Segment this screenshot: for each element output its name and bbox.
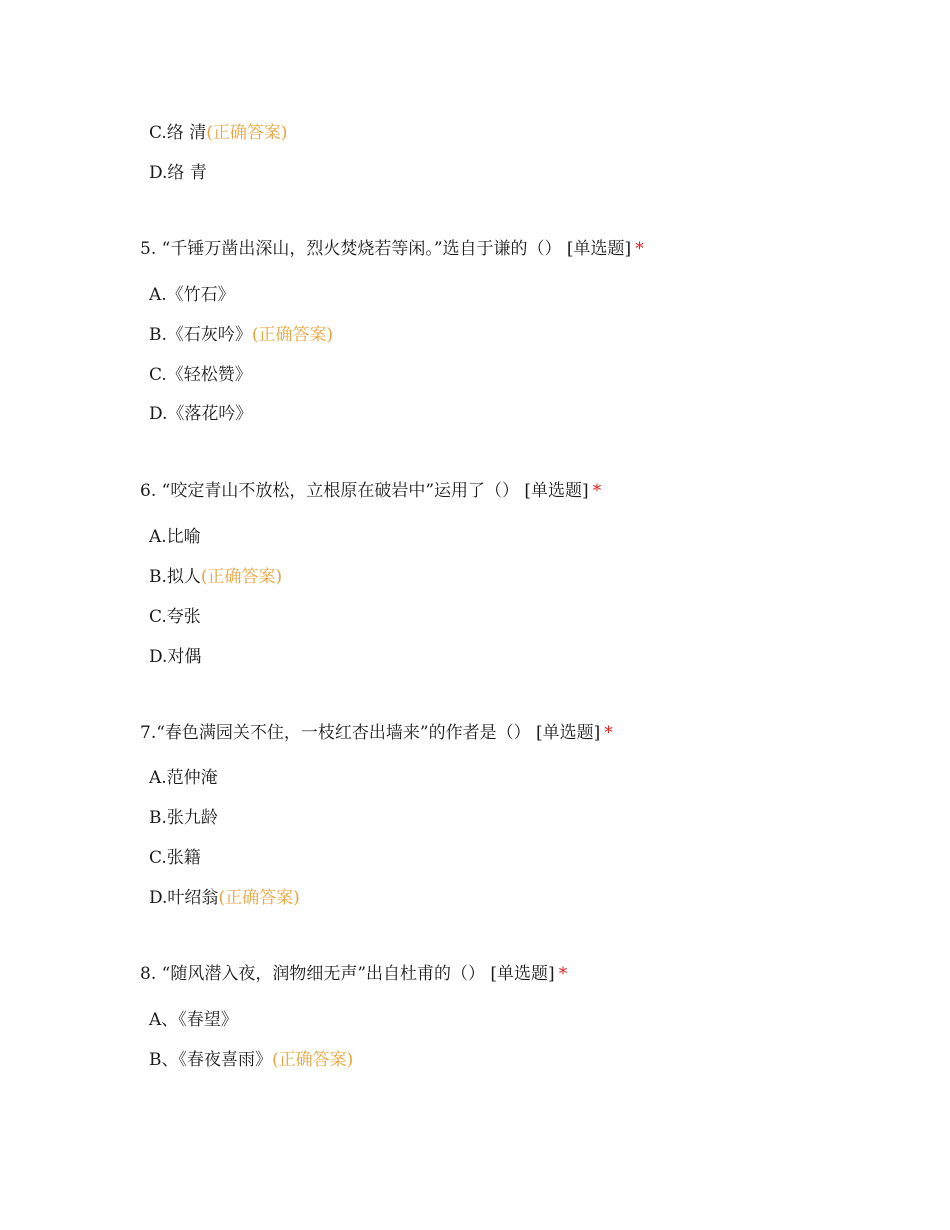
correct-answer-label: (正确答案) [200,567,283,587]
option-text: B.张九龄 [149,808,218,828]
option-text: A.《竹石》 [149,285,235,305]
option-q6-b [149,566,282,588]
option-q5-a [149,284,235,306]
option-q7-d [149,887,300,909]
option-q7-b [149,807,218,829]
option-q6-d [149,646,201,668]
correct-answer-label: (正确答案) [251,325,334,345]
required-star: * [558,964,568,984]
option-text: A、《春望》 [149,1010,238,1030]
option-text: D.叶绍翁 [149,888,219,908]
option-q8-b [149,1049,353,1071]
question-6-title [140,480,601,502]
option-text: B、《春夜喜雨》 [149,1050,272,1070]
option-q5-b [149,324,333,346]
option-text: A.范仲淹 [149,768,218,788]
correct-answer-label: (正确答案) [272,1050,354,1070]
question-5-title [140,238,644,260]
option-q8-a [149,1009,238,1031]
option-text: B.《石灰吟》 [149,325,252,345]
option-q7-a [149,767,218,789]
option-text: C.张籍 [149,848,201,868]
option-q5-c [149,364,252,386]
option-text: C.《轻松赞》 [149,365,252,385]
option-q5-d [149,403,252,425]
question-text: 8. “随风潜入夜，润物细无声”出自杜甫的（） [单选题] [140,964,555,984]
option-text: C.夸张 [149,607,201,627]
correct-answer-label: (正确答案) [206,123,288,143]
required-star: * [592,481,602,501]
option-text: C.络 清 [149,123,207,143]
option-text: A.比喻 [149,527,201,547]
option-q6-c [149,606,201,628]
question-text: 5. “千锤万凿出深山，烈火焚烧若等闲。”选自于谦的（） [单选题] [140,239,632,259]
question-text: 6. “咬定青山不放松，立根原在破岩中”运用了（） [单选题] [140,481,589,501]
option-text: D.络 青 [149,163,207,183]
option-q4-d [149,162,207,184]
correct-answer-label: (正确答案) [218,888,300,908]
required-star: * [635,239,644,259]
option-text: B.拟人 [149,567,201,587]
option-text: D.《落花吟》 [149,404,253,424]
question-7-title [140,722,613,744]
question-8-title [140,963,567,985]
option-q7-c [149,847,201,869]
option-text: D.对偶 [149,647,202,667]
option-q4-c [149,122,287,144]
required-star: * [604,723,613,743]
option-q6-a [149,526,201,548]
question-text: 7.“春色满园关不住，一枝红杏出墙来”的作者是（） [单选题] [140,723,601,743]
